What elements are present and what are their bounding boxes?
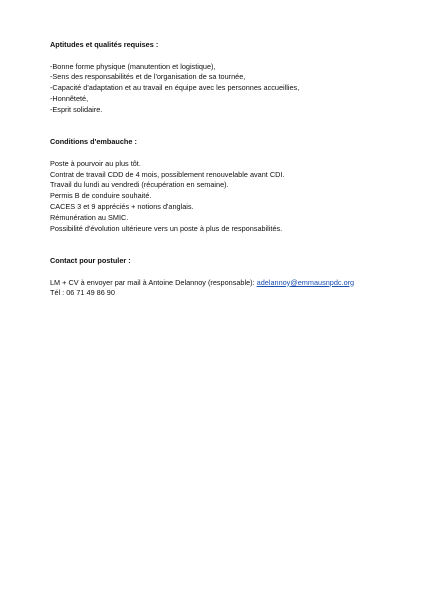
condition-item: Permis B de conduire souhaité. [50, 191, 152, 201]
contact-intro-text: LM + CV à envoyer par mail à Antoine Delannoy (responsable): [50, 277, 257, 287]
conditions-heading: Conditions d'embauche : [50, 137, 137, 147]
section-spacer [50, 116, 390, 138]
contact-section [50, 256, 390, 299]
aptitude-item: -Esprit solidaire. [50, 104, 103, 114]
aptitudes-heading: Aptitudes et qualités requises : [50, 40, 159, 49]
condition-item: Contrat de travail CDD de 4 mois, possiblement renouvelable avant CDI. [50, 169, 285, 179]
aptitude-item: -Sens des responsabilités et de l'organisation de sa tournée, [50, 72, 246, 82]
condition-item: Possibilité d'évolution ultérieure vers un poste à plus de responsabilités. [50, 223, 283, 233]
contact-phone: Tél : 06 71 49 86 90 [50, 288, 115, 298]
section-spacer [50, 234, 390, 256]
condition-item: Rémunération au SMIC. [50, 212, 129, 222]
aptitudes-section [50, 40, 390, 116]
aptitude-item: -Honnêteté, [50, 93, 89, 103]
condition-item: CACES 3 et 9 appréciés + notions d'anglais. [50, 201, 194, 211]
contact-email-link[interactable]: adelannoy@emmausnpdc.org [256, 277, 355, 287]
aptitude-item: -Bonne forme physique (manutention et logistique), [50, 61, 216, 71]
aptitude-item: -Capacité d'adaptation et au travail en équipe avec les personnes accueillies, [50, 83, 300, 93]
conditions-section [50, 137, 390, 234]
contact-heading: Contact pour postuler : [50, 255, 131, 265]
condition-item: Travail du lundi au vendredi (récupération en semaine). [50, 180, 229, 190]
condition-item: Poste à pourvoir au plus tôt. [50, 158, 141, 168]
contact-email-line [50, 278, 390, 289]
document-content [50, 40, 390, 299]
